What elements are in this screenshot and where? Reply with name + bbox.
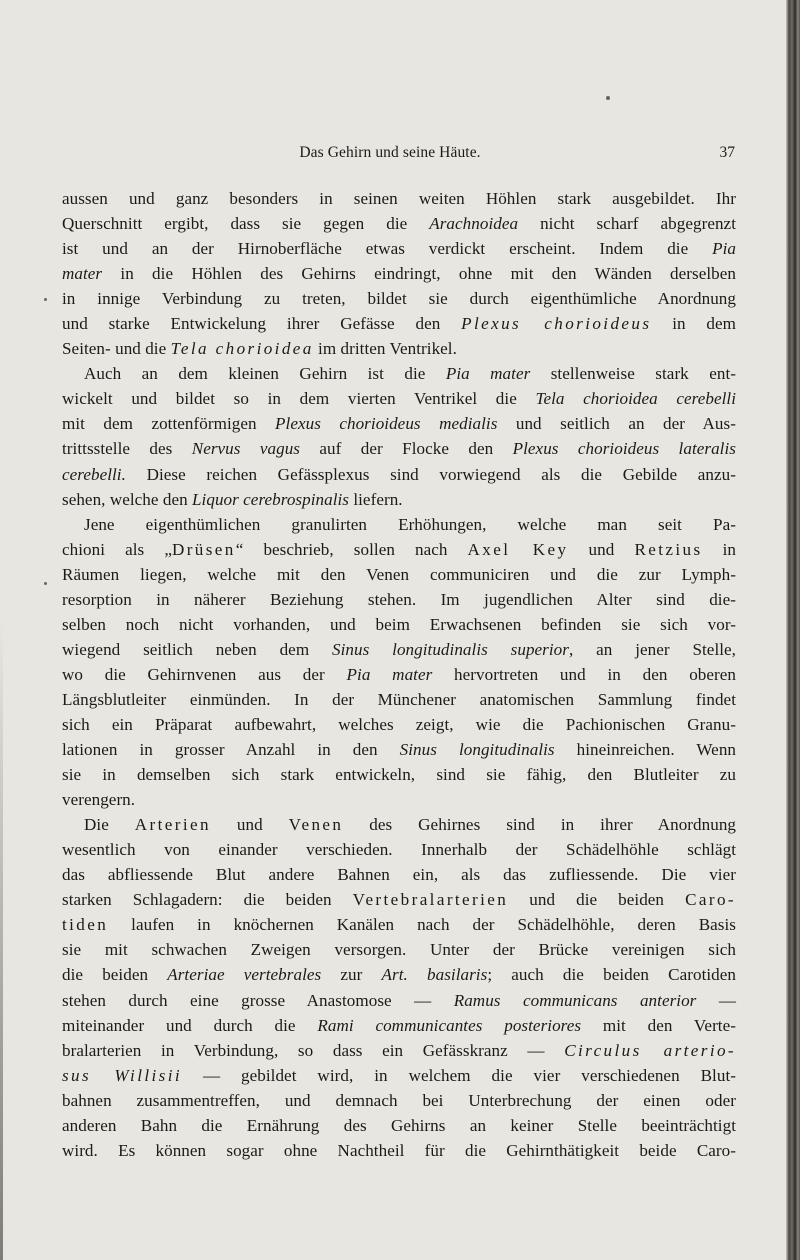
italic-term: Circulus arterio- — [564, 1040, 737, 1060]
text-run: zur — [321, 965, 382, 985]
text-run: mit den Verte- — [581, 1015, 736, 1035]
spaced-term: Caro- — [685, 890, 736, 910]
spaced-term: Vertebralarterien — [352, 890, 509, 910]
text-run: laufen in knöchernen Kanälen nach der Schädelhöhle, deren Basis — [108, 915, 736, 935]
text-run: in innige Verbindung zu treten, bildet sie durch eigenthümliche Anordnung — [62, 289, 736, 309]
text-run: Längsblutleiter einmünden. In der Münchener anatomischen Sammlung findet — [62, 689, 736, 709]
text-run: in die Höhlen des Gehirns eindringt, ohne mit den Wänden derselben — [102, 264, 736, 284]
text-line — [62, 837, 736, 862]
italic-term: Tela chorioidea — [170, 339, 314, 359]
text-run: hineinreichen. Wenn — [554, 740, 737, 760]
text-line — [62, 587, 736, 612]
text-line — [62, 386, 736, 411]
spaced-term: Retzius — [634, 539, 703, 559]
text-line — [62, 1138, 736, 1163]
spaced-term: Drüsen — [171, 539, 236, 559]
spaced-term: tiden — [62, 915, 109, 935]
text-line — [62, 1013, 736, 1038]
text-line — [62, 988, 736, 1013]
running-head-title: Das Gehirn und seine Häute. — [299, 144, 481, 161]
text-line — [62, 462, 736, 487]
text-run: das abfliessende Blut andere Bahnen ein, als das zufliessende. Die vier — [62, 865, 736, 885]
italic-term: Nervus vagus — [191, 439, 301, 459]
text-run: Diese reichen Gefässplexus sind vorwiegend als die Gebilde anzu- — [125, 464, 736, 484]
text-run: wickelt und bildet so in dem vierten Ventrikel die — [62, 389, 536, 409]
text-line — [62, 712, 736, 737]
text-run: Räumen liegen, welche mit den Venen communiciren und die zur Lymph- — [62, 564, 736, 584]
text-run: Jene eigenthümlichen granulirten Erhöhungen, welche man seit Pa- — [84, 514, 736, 534]
text-line — [62, 411, 736, 436]
text-run: wird. Es können sogar ohne Nachtheil für die Gehirnthätigkeit beide Caro- — [62, 1140, 736, 1160]
text-line — [62, 311, 736, 336]
text-run: “ beschrieb, sollen nach — [235, 539, 468, 559]
text-run: auf der Flocke den — [300, 439, 513, 459]
text-line — [62, 1038, 736, 1063]
italic-term: Art. basilaris — [381, 965, 488, 985]
text-run: und seitlich an der Aus- — [497, 414, 736, 434]
text-run: stehen durch eine grosse Anastomose — — [62, 990, 454, 1010]
text-line — [62, 962, 736, 987]
text-run: sehen, welche den — [62, 489, 192, 509]
text-line — [62, 562, 736, 587]
text-run: ; auch die beiden Carotiden — [487, 965, 736, 985]
text-line — [62, 787, 736, 812]
italic-term: Pia — [712, 239, 736, 259]
text-run: chioni als „ — [62, 539, 172, 559]
paper-speck — [44, 298, 47, 301]
text-line — [62, 186, 736, 211]
italic-term: Arachnoidea — [429, 214, 519, 234]
text-line — [62, 361, 736, 386]
text-run: Seiten- und die — [62, 339, 171, 359]
italic-term: Liquor cerebrospinalis — [192, 489, 350, 509]
text-line — [62, 236, 736, 261]
text-line — [62, 436, 736, 461]
text-run: aussen und ganz besonders in seinen weiten Höhlen stark ausgebildet. Ihr — [62, 189, 736, 208]
book-spine-edge — [786, 0, 800, 1260]
text-run: stellenweise stark ent- — [530, 364, 736, 384]
text-run: anderen Bahn die Ernährung des Gehirns an keiner Stelle beeinträchtigt — [62, 1115, 736, 1135]
text-run: verengern. — [62, 790, 136, 810]
page-number: 37 — [719, 144, 735, 161]
italic-term: Arteriae vertebrales — [167, 965, 322, 985]
spaced-term: Venen — [288, 815, 344, 835]
text-run: sie in demselben sich stark entwickeln, sind sie fähig, den Blutleiter zu — [62, 765, 736, 785]
text-run: des Gehirnes sind in ihrer Anordnung — [343, 815, 737, 835]
text-run: selben noch nicht vorhanden, und beim Erwachsenen befinden sie sich vor- — [62, 614, 736, 634]
text-line — [62, 762, 736, 787]
italic-term: Ramus communicans anterior — [453, 990, 697, 1010]
italic-term: cerebelli. — [62, 464, 126, 484]
text-run: und — [568, 539, 635, 559]
italic-term: Plexus chorioideus medialis — [275, 414, 498, 434]
text-run: Die — [84, 815, 135, 835]
text-run: im dritten Ventrikel. — [313, 339, 457, 359]
italic-term: Tela chorioidea cerebelli — [535, 389, 736, 409]
text-run: und starke Entwickelung ihrer Gefässe den — [62, 314, 462, 334]
body-text — [62, 186, 736, 1163]
italic-term: Plexus chorioideus — [461, 314, 652, 334]
text-line — [62, 487, 736, 512]
spaced-term: Arterien — [134, 815, 211, 835]
text-line — [62, 1088, 736, 1113]
text-line — [62, 662, 736, 687]
text-run: mit dem zottenförmigen — [62, 414, 276, 434]
text-line — [62, 1063, 736, 1088]
italic-term: Rami communicantes posteriores — [317, 1015, 582, 1035]
text-line — [62, 512, 736, 537]
text-run: starken Schlagadern: die beiden — [62, 890, 353, 910]
text-line — [62, 737, 736, 762]
text-line — [62, 862, 736, 887]
text-run: und die beiden — [508, 890, 686, 910]
italic-term: sus Willisii — [62, 1065, 182, 1085]
text-run: — — [696, 990, 736, 1010]
italic-term: Pia mater — [346, 664, 433, 684]
text-line — [62, 812, 736, 837]
text-run: lationen in grosser Anzahl in den — [62, 740, 400, 760]
text-run: bahnen zusammentreffen, und demnach bei Unterbrechung der einen oder — [62, 1090, 736, 1110]
text-run: ist und an der Hirnoberfläche etwas verdickt erscheint. Indem die — [62, 239, 713, 259]
spaced-term: Axel Key — [467, 539, 569, 559]
text-line — [62, 1113, 736, 1138]
text-run: Querschnitt ergibt, dass sie gegen die — [62, 214, 430, 234]
text-line — [62, 612, 736, 637]
text-line — [62, 211, 736, 236]
text-run: trittsstelle des — [62, 439, 192, 459]
italic-term: Sinus longitudinalis — [399, 740, 555, 760]
text-run: — gebildet wird, in welchem die vier verschiedenen Blut- — [182, 1065, 736, 1085]
text-line — [62, 286, 736, 311]
text-line — [62, 637, 736, 662]
text-run: in dem — [651, 314, 736, 334]
text-line — [62, 937, 736, 962]
italic-term: Sinus longitudinalis superior — [332, 639, 569, 659]
text-run: und — [210, 815, 289, 835]
text-run: , an jener Stelle, — [568, 639, 737, 659]
text-run: hervortreten und in den oberen — [432, 664, 737, 684]
italic-term: Pia mater — [445, 364, 531, 384]
text-run: sie mit schwachen Zweigen versorgen. Unter der Brücke vereinigen sich — [62, 940, 736, 960]
text-run: resorption in näherer Beziehung stehen. Im jugendlichen Alter sind die- — [62, 589, 736, 609]
text-run: Auch an dem kleinen Gehirn ist die — [84, 364, 446, 384]
text-line — [62, 537, 736, 562]
text-run: wesentlich von einander verschieden. Innerhalb der Schädelhöhle schlägt — [62, 840, 736, 860]
running-head — [0, 144, 786, 168]
text-run: wiegend seitlich neben dem — [62, 639, 333, 659]
text-run: in — [702, 539, 736, 559]
text-run: liefern. — [349, 489, 403, 509]
italic-term: Plexus chorioideus lateralis — [512, 439, 736, 459]
text-run: bralarterien in Verbindung, so dass ein Gefässkranz — — [62, 1040, 565, 1060]
paper-speck — [44, 582, 47, 585]
text-line — [62, 261, 736, 286]
text-line — [62, 887, 736, 912]
page-edge-shadow — [0, 620, 3, 1260]
text-line — [62, 687, 736, 712]
text-run: die beiden — [62, 965, 168, 985]
italic-term: mater — [62, 264, 103, 284]
text-run: sich ein Präparat aufbewahrt, welches zeigt, wie die Pachionischen Granu- — [62, 714, 736, 734]
paper-speck — [606, 96, 610, 100]
text-run: nicht scharf abgegrenzt — [518, 214, 736, 234]
text-run: wo die Gehirnvenen aus der — [62, 664, 347, 684]
text-line — [62, 336, 736, 361]
text-run: miteinander und durch die — [62, 1015, 318, 1035]
text-line — [62, 912, 736, 937]
